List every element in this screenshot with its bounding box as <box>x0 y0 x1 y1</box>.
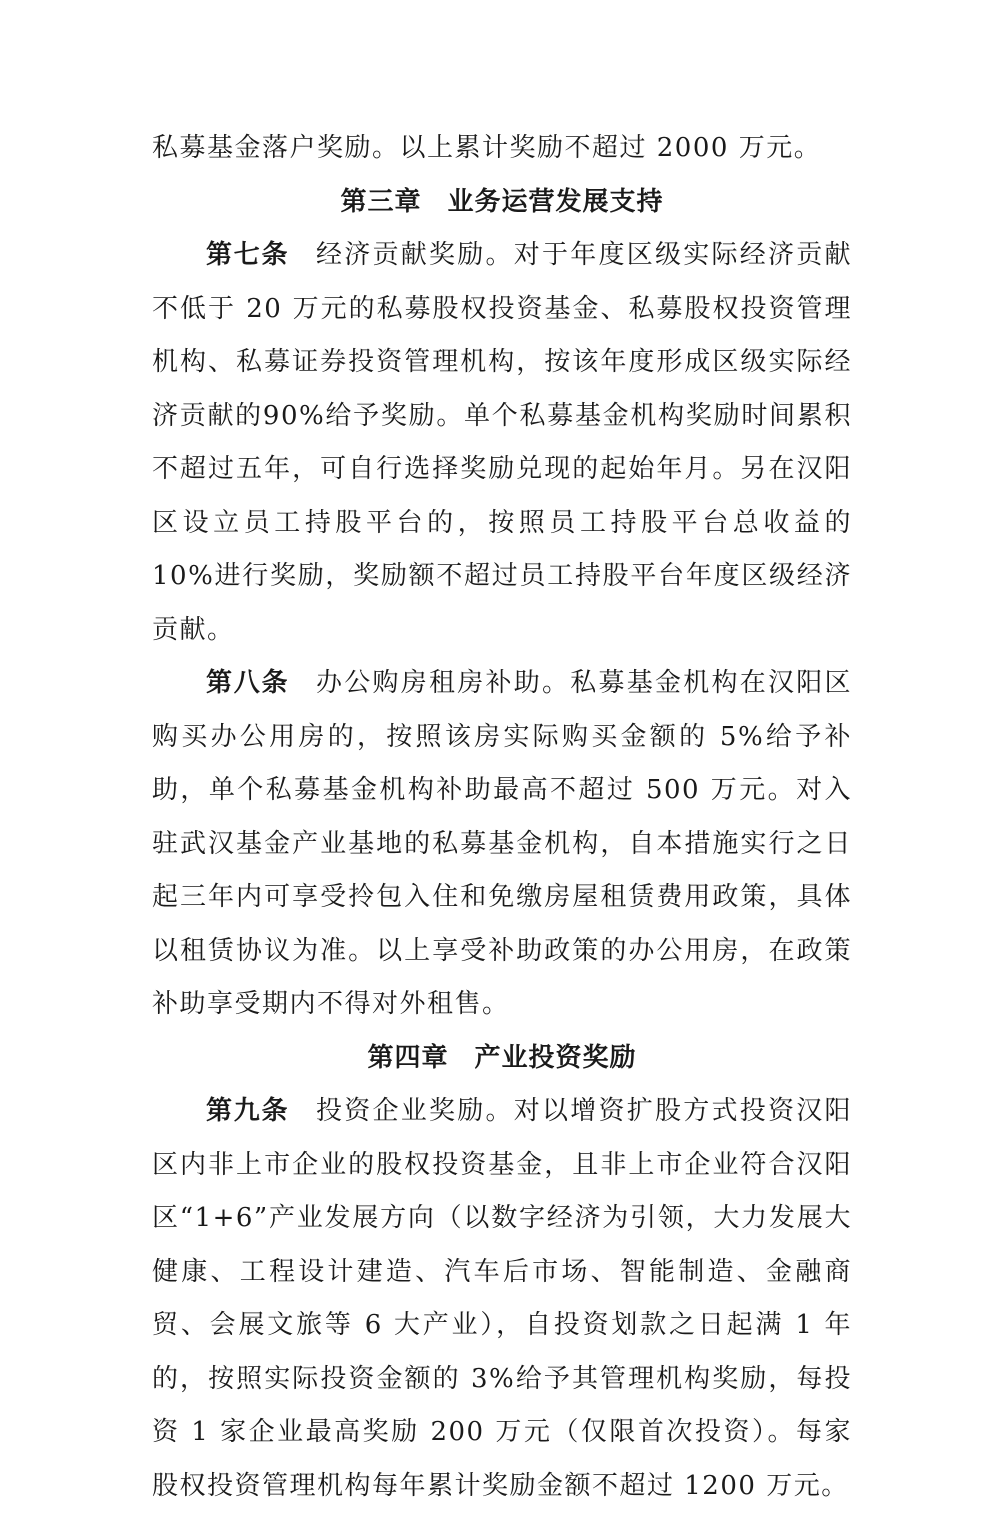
article-label: 第九条 <box>206 1096 290 1126</box>
article-9-paragraph <box>152 1085 852 1513</box>
chapter-title: 产业投资奖励 <box>474 1042 637 1073</box>
article-8-paragraph <box>152 657 852 1032</box>
chapter-heading-3 <box>152 176 852 230</box>
opening-text: 私募基金落户奖励。以上累计奖励不超过 2000 万元。 <box>152 133 822 163</box>
article-7-paragraph <box>152 229 852 657</box>
chapter-title: 业务运营发展支持 <box>447 186 664 217</box>
article-text: 投资企业奖励。对以增资扩股方式投资汉阳区内非上市企业的股权投资基金，且非上市企业符合汉阳区“1+6”产业发展方向（以数字经济为引领，大力发展大健康、工程设计建造、汽车后市场、智能制造、金融商贸、会展文旅等 6 大产业），自投资划款之日起满 1 年的，按照实际投资金额的 3%给予其管理机构奖励，每投资 1 家企业最高奖励 200 万元（仅限首次投资）。每家股权投资管理机构每年累计奖励金额不超过 1200 万元。 <box>152 1096 852 1501</box>
article-text: 经济贡献奖励。对于年度区级实际经济贡献不低于 20 万元的私募股权投资基金、私募股权投资管理机构、私募证券投资管理机构，按该年度形成区级实际经济贡献的90%给予奖励。单个私募基金机构奖励时间累积不超过五年，可自行选择奖励兑现的起始年月。另在汉阳区设立员工持股平台的，按照员工持股平台总收益的 10%进行奖励，奖励额不超过员工持股平台年度区级经济贡献。 <box>152 240 852 645</box>
chapter-number: 第四章 <box>367 1042 449 1073</box>
article-label: 第八条 <box>206 668 290 698</box>
article-text: 办公购房租房补助。私募基金机构在汉阳区购买办公用房的，按照该房实际购买金额的 5%给予补助，单个私募基金机构补助最高不超过 500 万元。对入驻武汉基金产业基地的私募基金机构，自本措施实行之日起三年内可享受拎包入住和免缴房屋租赁费用政策，具体以租赁协议为准。以上享受补助政策的办公用房，在政策补助享受期内不得对外租售。 <box>152 668 852 1019</box>
article-label: 第七条 <box>206 240 290 270</box>
document-body <box>152 122 852 1513</box>
chapter-number: 第三章 <box>340 186 422 217</box>
opening-paragraph <box>152 122 852 176</box>
chapter-heading-4 <box>152 1032 852 1086</box>
